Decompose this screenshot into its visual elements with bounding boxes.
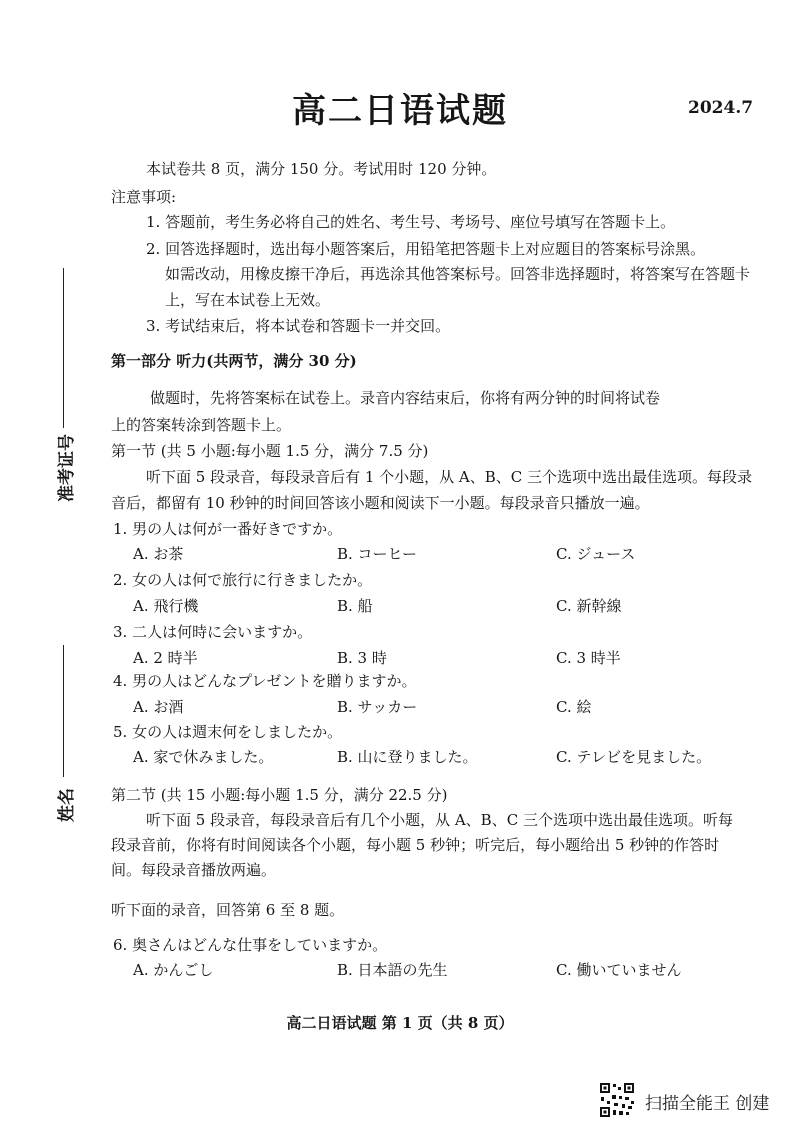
q6-option-b: B. 日本語の先生: [337, 961, 448, 979]
qr-code-icon: [599, 1082, 635, 1118]
question-2: 2. 女の人は何で旅行に行きましたか。: [113, 571, 373, 589]
question-3: 3. 二人は何時に会いますか。: [113, 623, 313, 641]
note-2b: 如需改动，用橡皮擦干净后，再选涂其他答案标号。回答非选择题时，将答案写在答题卡: [165, 265, 751, 283]
page-footer: 高二日语试题 第 1 页（共 8 页）: [286, 1014, 514, 1032]
q1-option-b: B. コーヒー: [337, 545, 417, 563]
exam-id-label: 准考证号: [57, 434, 77, 502]
question-1: 1. 男の人は何が一番好きですか。: [113, 520, 343, 538]
q2-option-a: A. 飛行機: [133, 597, 199, 615]
page-title: 高二日语试题: [292, 91, 508, 131]
name-label: 姓名: [57, 788, 77, 822]
section2-instruction-c: 间。每段录音播放两遍。: [111, 861, 277, 879]
q6-option-a: A. かんごし: [133, 961, 214, 979]
q6-option-c: C. 働いていません: [556, 961, 682, 979]
question-6: 6. 奥さんはどんな仕事をしていますか。: [113, 936, 388, 954]
q3-option-b: B. 3 時: [337, 649, 387, 667]
intro-summary: 本试卷共 8 页，满分 150 分。考试用时 120 分钟。: [146, 160, 497, 178]
question-5: 5. 女の人は週末何をしましたか。: [113, 723, 343, 741]
note-3: 3. 考试结束后，将本试卷和答题卡一并交回。: [146, 317, 451, 335]
q4-option-b: B. サッカー: [337, 698, 418, 716]
q5-option-c: C. テレビを見ました。: [556, 748, 712, 766]
exam-date: 2024.7: [688, 98, 754, 118]
scanner-watermark: 扫描全能王 创建: [645, 1094, 770, 1114]
q1-option-a: A. お茶: [133, 545, 184, 563]
q5-option-a: A. 家で休みました。: [133, 748, 274, 766]
part1-heading: 第一部分 听力(共两节，满分 30 分): [111, 352, 357, 370]
section1-instruction-a: 听下面 5 段录音，每段录音后有 1 个小题，从 A、B、C 三个选项中选出最佳选项。每段录: [146, 468, 753, 486]
q5-option-b: B. 山に登りました。: [337, 748, 478, 766]
q3-option-c: C. 3 時半: [556, 649, 621, 667]
question-4: 4. 男の人はどんなプレゼントを贈りますか。: [113, 672, 417, 690]
note-1: 1. 答题前，考生务必将自己的姓名、考生号、考场号、座位号填写在答题卡上。: [146, 213, 676, 231]
note-2a: 2. 回答选择题时，选出每小题答案后，用铅笔把答题卡上对应题目的答案标号涂黑。: [146, 240, 706, 258]
section2-instruction-a: 听下面 5 段录音，每段录音后有几个小题，从 A、B、C 三个选项中选出最佳选项。听每: [146, 811, 733, 829]
section1-heading: 第一节 (共 5 小题:每小题 1.5 分，满分 7.5 分): [111, 442, 429, 460]
part1-instruction-a: 做题时，先将答案标在试卷上。录音内容结束后，你将有两分钟的时间将试卷: [150, 389, 661, 407]
section2-instruction-b: 段录音前，你将有时间阅读各个小题，每小题 5 秒钟；听完后，每小题给出 5 秒钟的作答时: [111, 836, 720, 854]
section2-listen-prompt: 听下面的录音，回答第 6 至 8 题。: [111, 901, 345, 919]
q4-option-a: A. お酒: [133, 698, 184, 716]
q1-option-c: C. ジュース: [556, 545, 636, 563]
exam-id-write-line: [63, 268, 64, 428]
q3-option-a: A. 2 時半: [133, 649, 198, 667]
q4-option-c: C. 絵: [556, 698, 592, 716]
name-write-line: [63, 645, 64, 777]
notes-heading: 注意事项:: [111, 188, 177, 206]
q2-option-b: B. 船: [337, 597, 373, 615]
note-2c: 上，写在本试卷上无效。: [165, 291, 331, 309]
section1-instruction-b: 音后，都留有 10 秒钟的时间回答该小题和阅读下一小题。每段录音只播放一遍。: [111, 494, 650, 512]
section2-heading: 第二节 (共 15 小题:每小题 1.5 分，满分 22.5 分): [111, 786, 448, 804]
q2-option-c: C. 新幹線: [556, 597, 622, 615]
part1-instruction-b: 上的答案转涂到答题卡上。: [111, 416, 292, 434]
